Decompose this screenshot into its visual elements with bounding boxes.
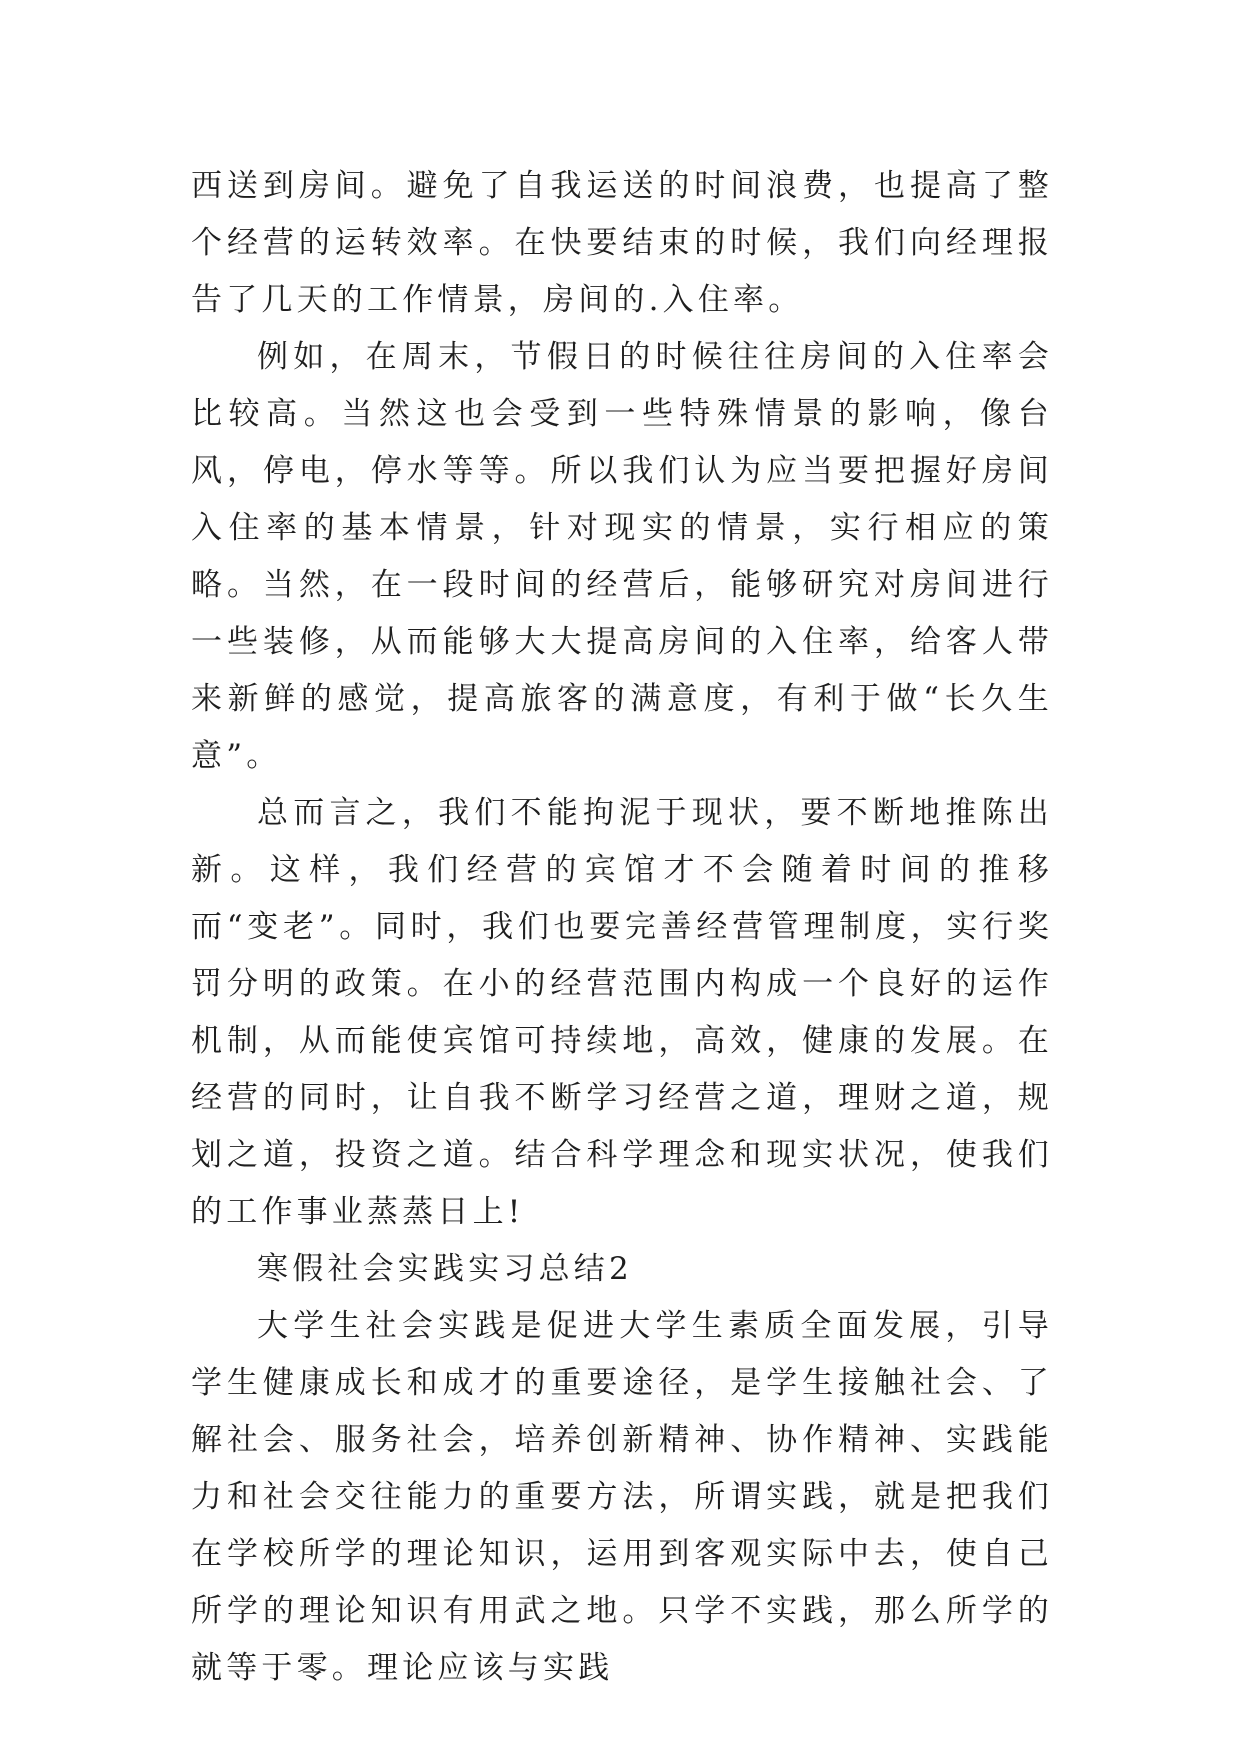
- paragraph-continued: 西送到房间。避免了自我运送的时间浪费，也提高了整个经营的运转效率。在快要结束的时候，我们向经理报告了几天的工作情景，房间的.入住率。: [191, 168, 1053, 318]
- paragraph-social-practice: 大学生社会实践是促进大学生素质全面发展，引导学生健康成长和成才的重要途径，是学生接触社会、了解社会、服务社会，培养创新精神、协作精神、实践能力和社会交往能力的重要方法，所谓实践，就是把我们在学校所学的理论知识，运用到客观实际中去，使自己所学的理论知识有用武之地。只学不实践，那么所学的就等于零。理论应该与实践: [191, 1308, 1053, 1686]
- paragraph-occupancy-example: 例如，在周末，节假日的时候往往房间的入住率会比较高。当然这也会受到一些特殊情景的影响，像台风，停电，停水等等。所以我们认为应当要把握好房间入住率的基本情景，针对现实的情景，实行相应的策略。当然，在一段时间的经营后，能够研究对房间进行一些装修，从而能够大大提高房间的入住率，给客人带来新鲜的感觉，提高旅客的满意度，有利于做“长久生意”。: [191, 339, 1053, 774]
- document-body: [191, 158, 1053, 1697]
- paragraph-conclusion: 总而言之，我们不能拘泥于现状，要不断地推陈出新。这样，我们经营的宾馆才不会随着时间的推移而“变老”。同时，我们也要完善经营管理制度，实行奖罚分明的政策。在小的经营范围内构成一个良好的运作机制，从而能使宾馆可持续地，高效，健康的发展。在经营的同时，让自我不断学习经营之道，理财之道，规划之道，投资之道。结合科学理念和现实状况，使我们的工作事业蒸蒸日上!: [191, 795, 1053, 1230]
- section-heading: 寒假社会实践实习总结2: [257, 1251, 633, 1287]
